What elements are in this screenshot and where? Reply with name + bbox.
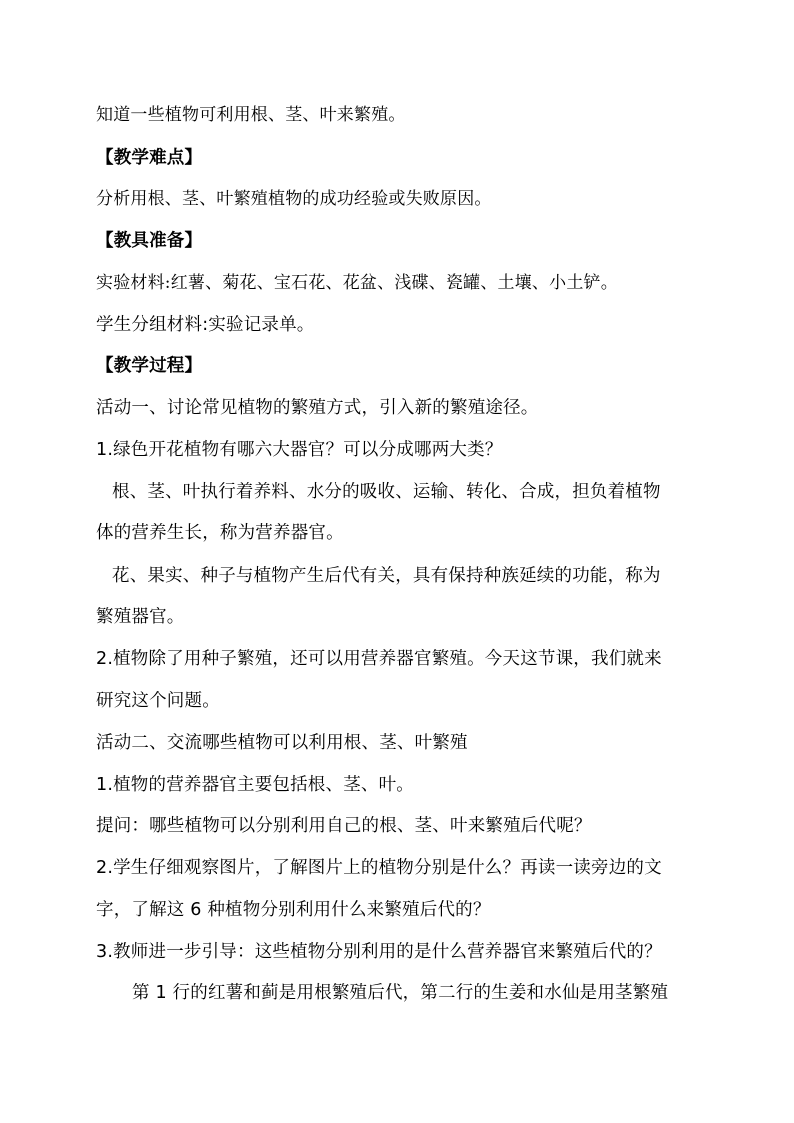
text-line-vegetative-organs-1: 根、茎、叶执行着养料、水分的吸收、运输、转化、合成，担负着植物 [112,482,661,502]
text-line-observe-2: 字，了解这 6 种植物分别利用什么来繁殖后代的？ [96,900,491,920]
text-line-activity-one: 活动一、讨论常见植物的繁殖方式，引入新的繁殖途径。 [96,398,539,418]
text-line-question-which-plants: 提问：哪些植物可以分别利用自己的根、茎、叶来繁殖后代呢？ [96,816,592,836]
text-line-question-1: 1.绿色开花植物有哪六大器官？可以分成哪两大类？ [96,440,503,460]
text-line-teacher-guide: 3.教师进一步引导：这些植物分别利用的是什么营养器官来繁殖后代的？ [96,942,662,962]
text-line-activity-two: 活动二、交流哪些植物可以利用根、茎、叶繁殖 [96,733,468,753]
text-line-organs-list: 1.植物的营养器官主要包括根、茎、叶。 [96,775,414,795]
text-line-vegetative-organs-2: 体的营养生长，称为营养器官。 [96,523,344,543]
text-line-experiment-materials: 实验材料:红薯、菊花、宝石花、花盆、浅碟、瓷罐、土壤、小土铲。 [96,273,618,293]
text-line-reproductive-organs-2: 繁殖器官。 [96,607,185,627]
text-line-difficulty: 分析用根、茎、叶繁殖植物的成功经验或失败原因。 [96,189,492,209]
heading-teaching-difficulty: 【教学难点】 [96,148,203,168]
text-line-reproductive-organs-1: 花、果实、种子与植物产生后代有关，具有保持种族延续的功能，称为 [112,566,661,586]
heading-teaching-materials: 【教具准备】 [96,231,203,251]
text-line-point-2b: 研究这个问题。 [96,691,220,711]
text-line-goal: 知道一些植物可利用根、茎、叶来繁殖。 [96,105,406,125]
text-line-point-2a: 2.植物除了用种子繁殖，还可以用营养器官繁殖。今天这节课，我们就来 [96,649,662,669]
text-line-observe-1: 2.学生仔细观察图片，了解图片上的植物分别是什么？再读一读旁边的文 [96,858,662,878]
text-line-group-materials: 学生分组材料:实验记录单。 [96,315,315,335]
heading-teaching-process: 【教学过程】 [96,356,203,376]
text-line-row-examples: 第 1 行的红薯和蓟是用根繁殖后代，第二行的生姜和水仙是用茎繁殖 [132,983,669,1003]
